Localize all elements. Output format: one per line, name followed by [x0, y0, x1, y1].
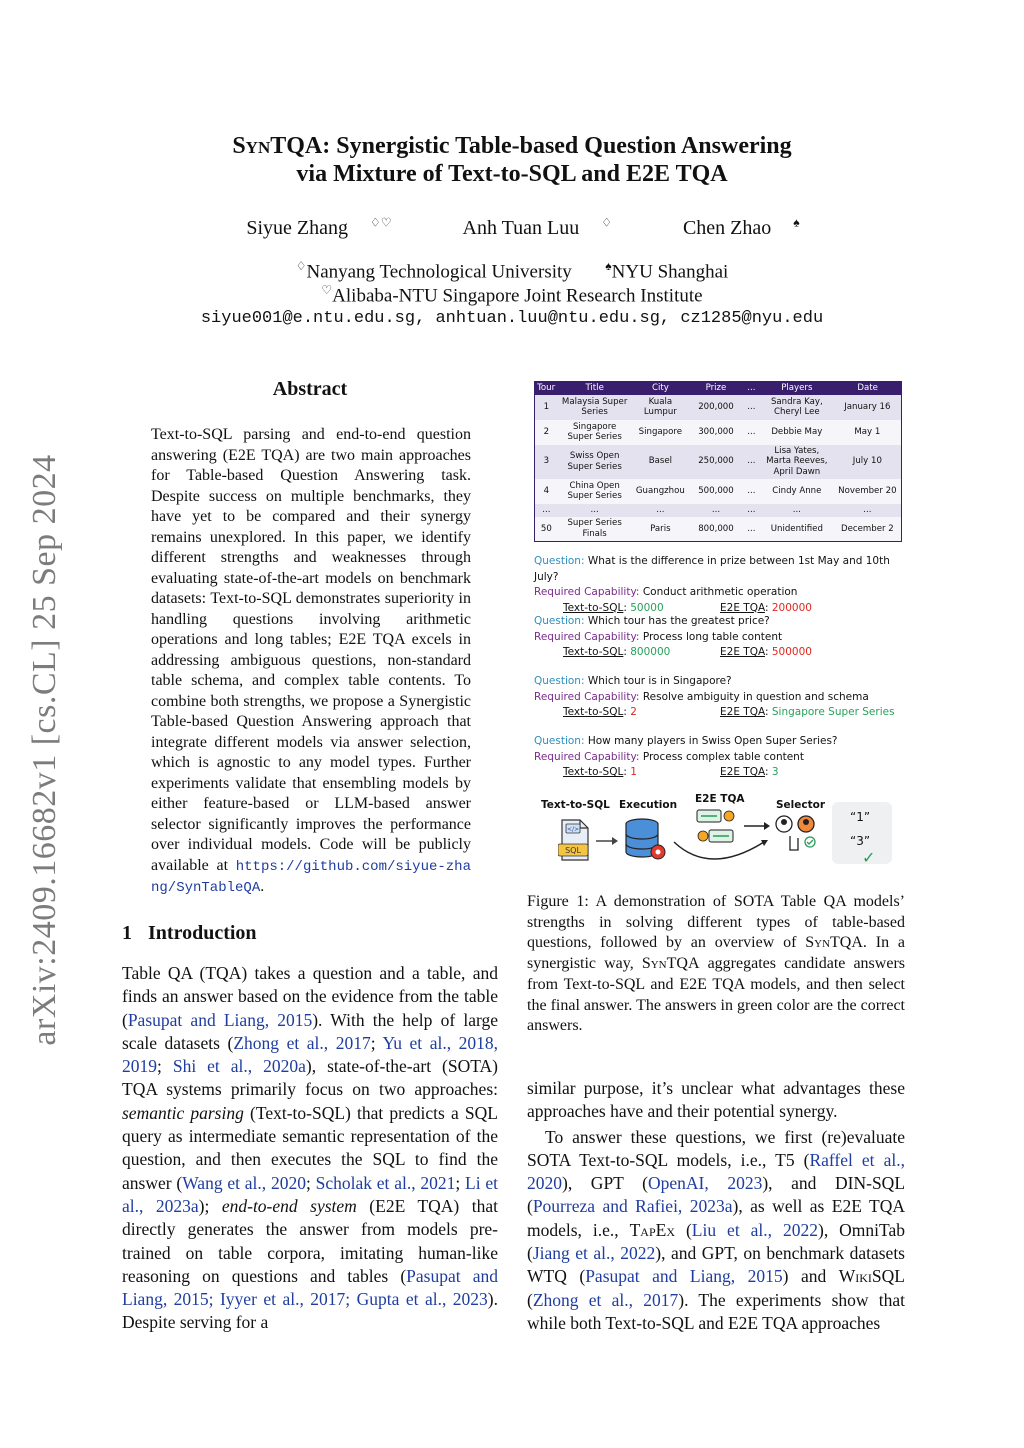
col-header: Date: [834, 382, 902, 395]
table-row: 3 Swiss Open Super Series Basel 250,000 ... Lisa Yates, Marta Reeves, April Dawn July 10: [535, 445, 902, 479]
flow-arrows: [660, 812, 780, 873]
e2e-answer: 3: [771, 766, 779, 778]
paper-title: [0, 132, 1024, 188]
table-row: 2 Singapore Super Series Singapore 300,000 ... Debbie May May 1: [535, 420, 902, 445]
sql-answer: 800000: [630, 646, 671, 658]
author-2: Anh Tuan Luu ♢: [462, 215, 612, 239]
check-icon: ✓: [862, 848, 876, 867]
citation[interactable]: OpenAI, 2023: [647, 1173, 763, 1194]
citation[interactable]: Li et al., 2023a: [122, 1172, 498, 1216]
paragraph: To answer these questions, we first (re)evaluate SOTA Text-to-SQL models, i.e., T5 (Raffel et al., 2020), GPT (OpenAI, 2023), and DIN-SQL (Pourreza and Rafiei, 2023a), as well as E2E TQA models, i.e., TapEx (Liu et al., 2022), OmniTab (Jiang et al., 2022), and GPT, on benchmark datasets WTQ (Pasupat and Liang, 2015) and WikiSQL (Zhong et al., 2017). The experiments show that while both Text-to-SQL and E2E TQA approaches: [527, 1126, 906, 1333]
selector-icon: [774, 814, 822, 863]
citation[interactable]: Yu et al., 2018, 2019: [122, 1032, 499, 1077]
title-line1: : Synergistic Table-based Question Answering: [322, 133, 792, 159]
pipeline-execution: Execution: [619, 799, 678, 811]
affiliation-line-1: ♢Nanyang Technological University ♠NYU Shanghai: [295, 259, 729, 283]
citation[interactable]: Pasupat and Liang, 2015: [585, 1266, 783, 1287]
col-header: ...: [743, 382, 760, 395]
title-line2: via Mixture of Text-to-SQL and E2E TQA: [296, 161, 728, 187]
sql-file-icon: [558, 818, 588, 858]
pipeline-e2e: E2E TQA: [695, 793, 745, 805]
table-header-row: [535, 382, 902, 395]
author-3: Chen Zhao ♠: [682, 215, 800, 239]
code-link[interactable]: https://github.com/siyue-zhang/SynTableQA: [151, 858, 471, 896]
candidate-answers-box: [832, 802, 892, 867]
citation[interactable]: Pasupat and Liang, 2015: [127, 1009, 313, 1030]
col-header: Tour: [535, 382, 558, 395]
qa-block-1: Question: What is the difference in prize between 1st May and 10th July? Required Capability: Conduct arithmetic operation Text-to-SQL: 50000 E2E TQA: 200000: [534, 555, 890, 614]
arrow-icon: [596, 834, 620, 852]
citation[interactable]: Zhong et al., 2017: [233, 1032, 371, 1053]
table-row: 1 Malaysia Super Series Kuala Lumpur 200,000 ... Sandra Kay, Cheryl Lee January 16: [535, 395, 902, 420]
arxiv-stamp: arXiv:2409.16682v1 [cs.CL] 25 Sep 2024: [26, 454, 63, 1046]
figure-caption: Figure 1: A demonstration of SOTA Table QA models’ strengths in solving different types of table-based questions, followed by an overview of SynTQA. In a synergistic way, SynTQA aggregates candidate answers from Text-to-SQL and E2E TQA models, and then select the final answer. The answers in green color are the correct answers.: [527, 893, 906, 1035]
table-row: 50 Super Series Finals Paris 800,000 ... Unidentified December 2: [535, 517, 902, 542]
citation[interactable]: Raffel et al., 2020: [527, 1149, 905, 1194]
affiliation-line-2: ♡Alibaba-NTU Singapore Joint Research Institute: [321, 283, 703, 307]
section-heading: 1 Introduction: [122, 922, 257, 944]
author-emails: siyue001@e.ntu.edu.sg, anhtuan.luu@ntu.edu.sg, cz1285@nyu.edu: [200, 309, 824, 328]
figure-table: [534, 381, 902, 542]
table-row: ... ... ... ... ... ... ...: [535, 504, 902, 517]
e2e-answer: 500000: [771, 646, 812, 658]
qa-block-4: Question: How many players in Swiss Open Super Series? Required Capability: Process complex table content Text-to-SQL: 1 E2E TQA: 3: [534, 735, 838, 778]
citation[interactable]: Jiang et al., 2022: [532, 1243, 656, 1264]
citation[interactable]: Wang et al., 2020: [182, 1172, 306, 1193]
qa-block-2: Question: Which tour has the greatest price? Required Capability: Process long table content Text-to-SQL: 800000 E2E TQA: 500000: [534, 615, 812, 658]
sql-answer: 2: [630, 706, 637, 718]
svg-text:SQL: SQL: [565, 846, 581, 855]
authors: [0, 215, 1024, 240]
citation[interactable]: Pourreza and Rafiei, 2023a: [532, 1196, 733, 1217]
col-header: Prize: [689, 382, 743, 395]
table-row: 4 China Open Super Series Guangzhou 500,000 ... Cindy Anne November 20: [535, 479, 902, 504]
right-column-text: [527, 1077, 905, 1335]
abstract-body: Text-to-SQL parsing and end-to-end question answering (E2E TQA) are two main approaches for Table-based Question Answering task. Despite success on multiple benchmarks, they have yet to be compared and their synergy remains unexplored. In this paper, we identify different strengths and weaknesses through evaluating state-of-the-art models on benchmark datasets: Text-to-SQL demonstrates superiority in handling questions involving arithmetic operations and long tables; E2E TQA excels in addressing ambiguous questions, non-standard table schema, and complex table contents. To combine both strengths, we propose a Synergistic Table-based Question Answering approach that integrate different models via answer selection, which is agnostic to any model types. Further experiments validate that ensembling models by either feature-based or LLM-based answer selector significantly improves the performance over individual models. Code will be publicly available at https://github.com/siyue-zhang/SynTableQA.: [151, 426, 471, 896]
citation[interactable]: Shi et al., 2020a: [172, 1056, 306, 1077]
title-prefix: SynTQA: [232, 133, 323, 159]
author-1: Siyue Zhang ♢♡: [246, 215, 392, 239]
pipeline-selector: Selector: [776, 799, 826, 811]
sql-answer: 50000: [630, 601, 664, 614]
qa-block-3: Question: Which tour is in Singapore? Required Capability: Resolve ambiguity in question and schema Text-to-SQL: 2 E2E TQA: Singapore Super Series: [534, 675, 895, 718]
citation[interactable]: Scholak et al., 2021: [315, 1172, 456, 1193]
svg-text:</>: </>: [566, 826, 580, 833]
candidate-1: “1”: [850, 810, 871, 824]
col-header: City: [632, 382, 690, 395]
sql-answer: 1: [630, 766, 637, 778]
e2e-answer: 200000: [771, 601, 812, 614]
col-header: Players: [760, 382, 834, 395]
col-header: Title: [558, 382, 632, 395]
abstract-heading: Abstract: [272, 378, 348, 400]
paragraph: similar purpose, it’s unclear what advantages these approaches have and their potential synergy.: [527, 1078, 905, 1122]
e2e-answer: Singapore Super Series: [771, 706, 895, 718]
intro-paragraph: Table QA (TQA) takes a question and a table, and finds an answer based on the evidence from the table (Pasupat and Liang, 2015). With the help of large scale datasets (Zhong et al., 2017; Yu et al., 2018, 2019; Shi et al., 2020a), state-of-the-art (SOTA) TQA systems primarily focus on two approaches: semantic parsing (Text-to-SQL) that predicts a SQL query as intermediate semantic representation of the question, and then executes the SQL to find the answer (Wang et al., 2020; Scholak et al., 2021; Li et al., 2023a); end-to-end system (E2E TQA) that directly generates the answer from models pre-trained on table corpora, imitating human-like reasoning on questions and tables (Pasupat and Liang, 2015; Iyyer et al., 2017; Gupta et al., 2023). Despite serving for a: [122, 963, 499, 1333]
citation[interactable]: Pasupat and Liang, 2015; Iyyer et al., 2017; Gupta et al., 2023: [122, 1265, 498, 1310]
pipeline-text-to-sql: Text-to-SQL: [541, 799, 610, 811]
citation[interactable]: Liu et al., 2022: [691, 1219, 818, 1240]
citation[interactable]: Zhong et al., 2017: [532, 1289, 679, 1310]
candidate-2: “3”: [850, 834, 871, 848]
